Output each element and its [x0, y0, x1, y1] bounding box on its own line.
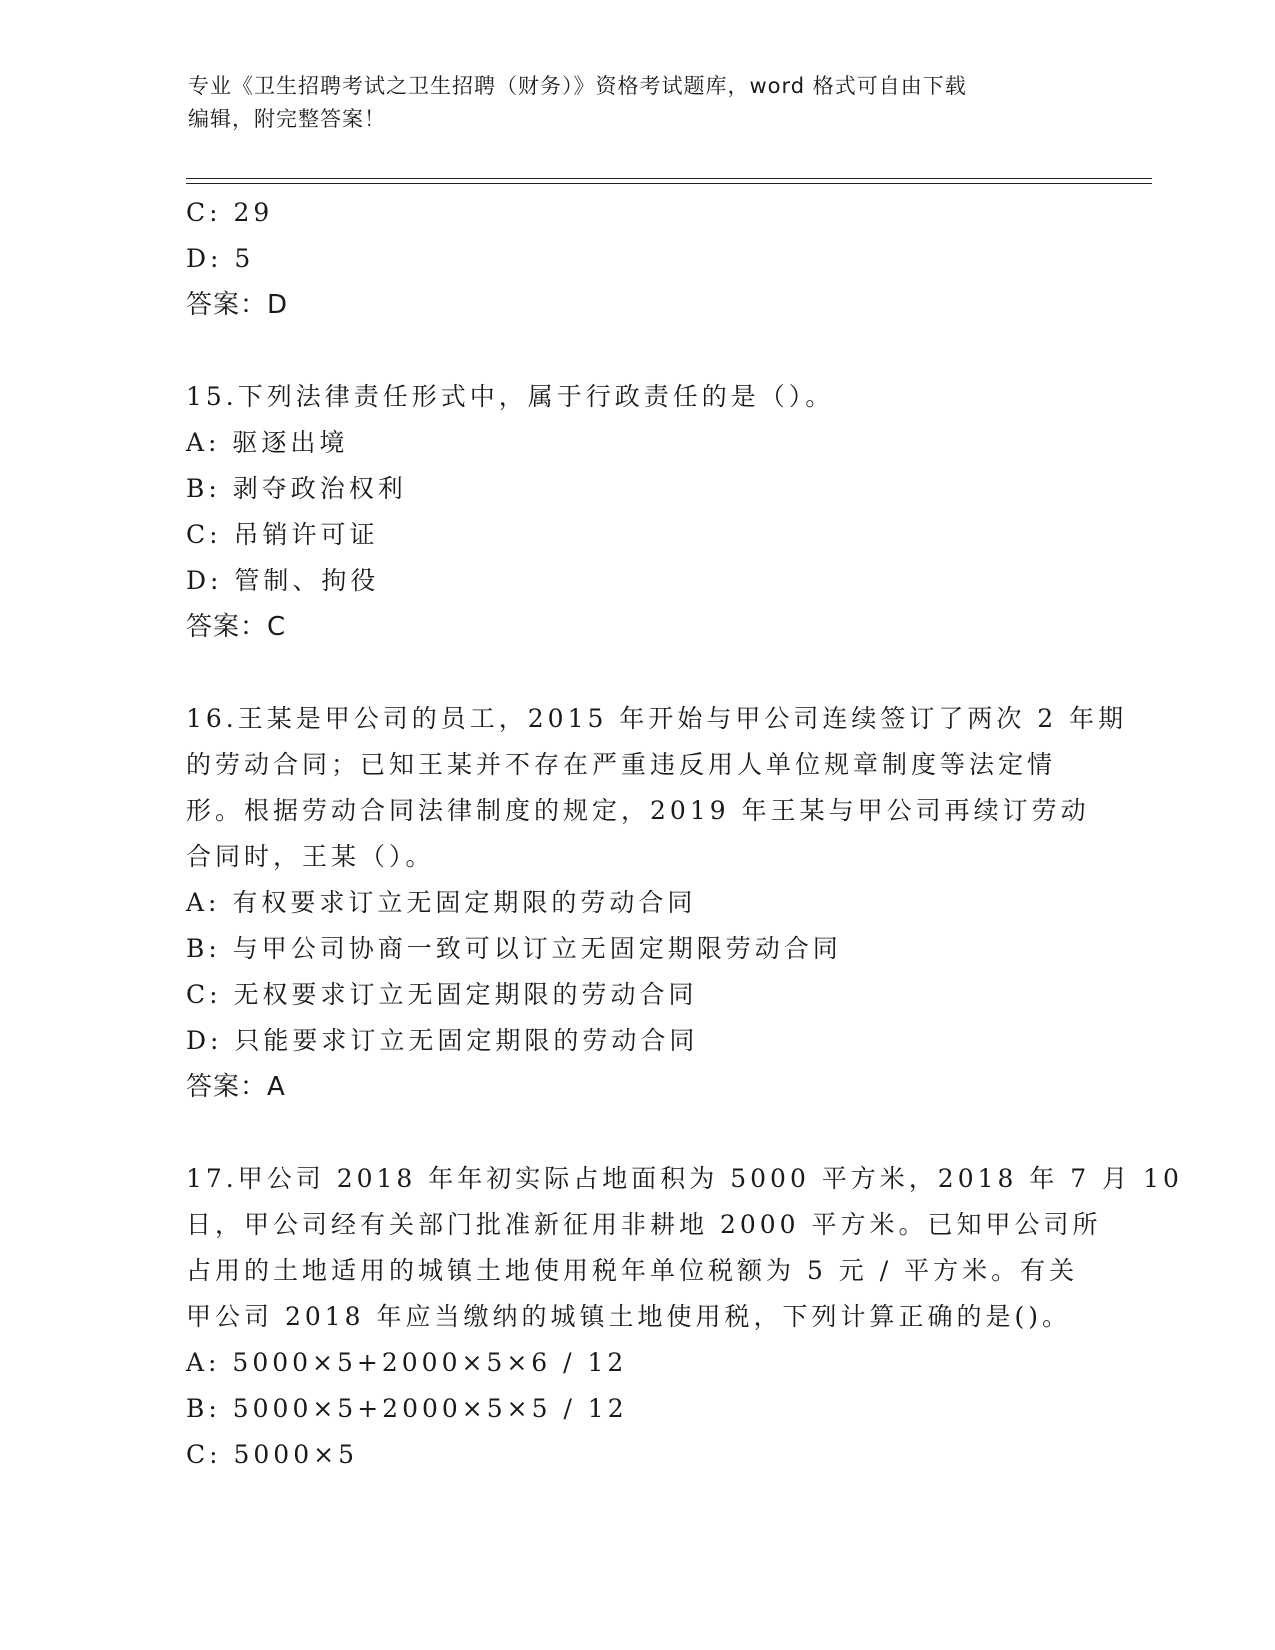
option-c: C: 无权要求订立无固定期限的劳动合同 — [186, 980, 698, 1009]
header-line-2: 编辑，附完整答案！ — [188, 107, 386, 131]
question-stem: 甲公司 2018 年应当缴纳的城镇土地使用税，下列计算正确的是()。 — [186, 1302, 1072, 1331]
spacer — [186, 328, 1086, 374]
question-stem: 占用的土地适用的城镇土地使用税年单位税额为 5 元 / 平方米。有关 — [186, 1256, 1079, 1285]
option-a: A: 有权要求订立无固定期限的劳动合同 — [186, 888, 697, 917]
question-15 — [186, 374, 1086, 650]
option-d: D: 5 — [186, 244, 255, 273]
answer-line: 答案：C — [186, 612, 287, 642]
option-a: A: 驱逐出境 — [186, 428, 349, 457]
question-stem: 日，甲公司经有关部门批准新征用非耕地 2000 平方米。已知甲公司所 — [186, 1210, 1102, 1239]
option-c: C: 5000×5 — [186, 1440, 358, 1469]
option-d: D: 只能要求订立无固定期限的劳动合同 — [186, 1026, 699, 1055]
header-divider-top — [186, 178, 1152, 179]
answer-line: 答案：D — [186, 290, 289, 320]
option-c: C: 吊销许可证 — [186, 520, 379, 549]
question-stem: 17.甲公司 2018 年年初实际占地面积为 5000 平方米，2018 年 7 月 10 — [186, 1164, 1183, 1193]
answer-line: 答案：A — [186, 1072, 286, 1102]
question-stem: 合同时，王某（）。 — [186, 842, 435, 871]
question-stem: 16.王某是甲公司的员工，2015 年开始与甲公司连续签订了两次 2 年期 — [186, 704, 1128, 733]
spacer — [186, 650, 1086, 696]
question-stem: 的劳动合同；已知王某并不存在严重违反用人单位规章制度等法定情 — [186, 750, 1057, 779]
previous-question — [186, 190, 1086, 328]
option-c: C: 29 — [186, 198, 274, 227]
document-header — [188, 70, 1088, 136]
option-d: D: 管制、拘役 — [186, 566, 380, 595]
option-b: B: 5000×5+2000×5×5 / 12 — [186, 1394, 628, 1423]
header-line-1: 专业《卫生招聘考试之卫生招聘（财务）》资格考试题库，word 格式可自由下载 — [188, 74, 967, 98]
spacer — [186, 1110, 1086, 1156]
option-a: A: 5000×5+2000×5×6 / 12 — [186, 1348, 628, 1377]
question-16 — [186, 696, 1128, 1110]
question-stem: 形。根据劳动合同法律制度的规定，2019 年王某与甲公司再续订劳动 — [186, 796, 1090, 825]
question-stem: 15.下列法律责任形式中，属于行政责任的是（）。 — [186, 382, 835, 411]
question-17 — [186, 1156, 1183, 1478]
header-divider-bottom — [186, 183, 1152, 184]
question-list — [186, 190, 1183, 1478]
option-b: B: 剥夺政治权利 — [186, 474, 407, 503]
option-b: B: 与甲公司协商一致可以订立无固定期限劳动合同 — [186, 934, 842, 963]
